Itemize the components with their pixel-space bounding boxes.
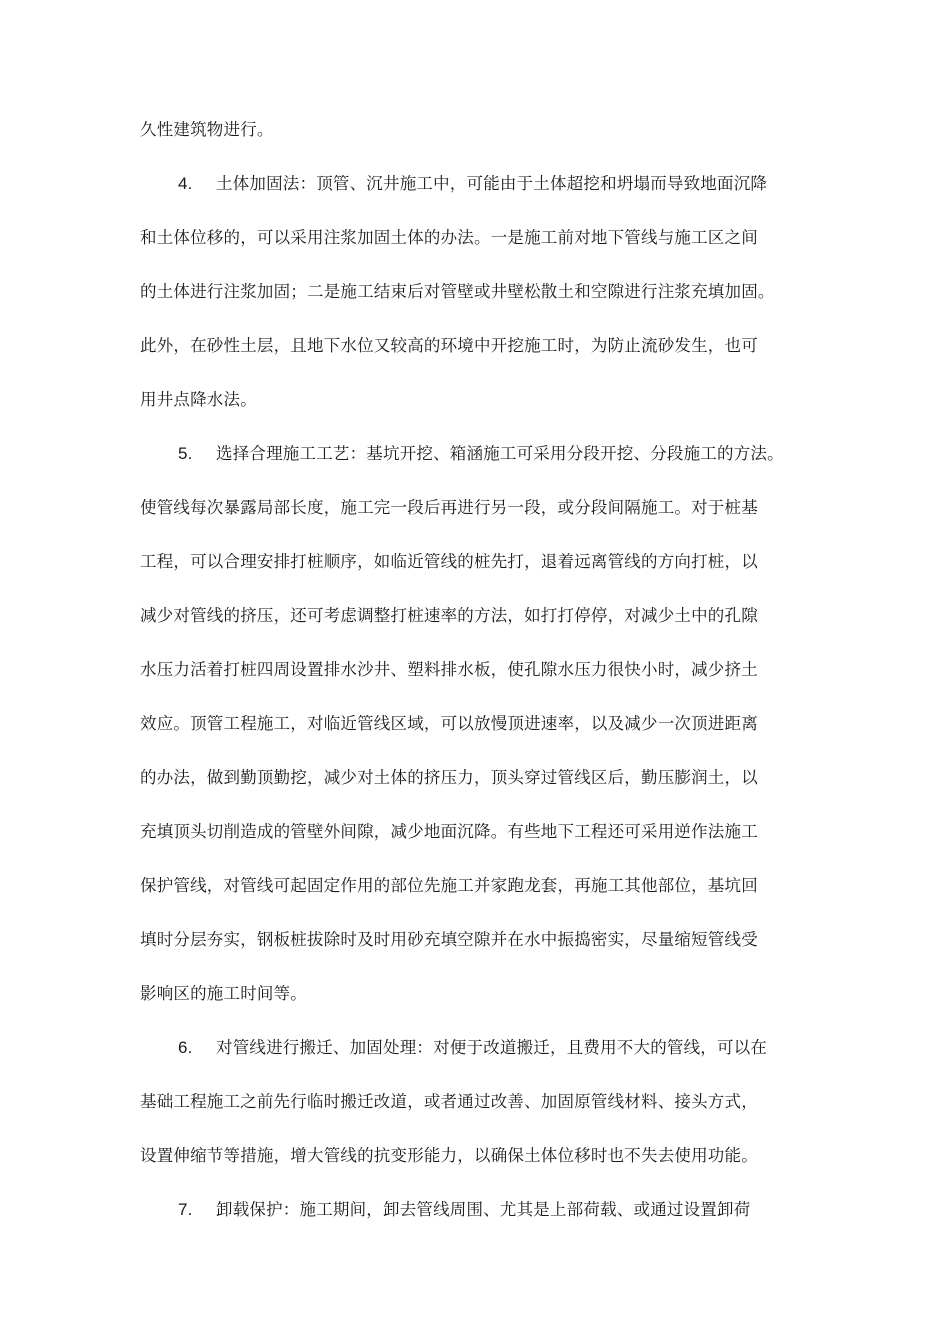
text-line: 久性建筑物进行。	[140, 120, 274, 139]
item-number: 5.	[178, 444, 193, 463]
text-line: 使管线每次暴露局部长度，施工完一段后再进行另一段，或分段间隔施工。对于桩基	[140, 498, 758, 517]
text-line: 水压力活着打桩四周设置排水沙井、塑料排水板，使孔隙水压力很快小时，减少挤土	[140, 660, 758, 679]
list-item-5	[178, 434, 858, 474]
text-line: 影响区的施工时间等。	[140, 984, 307, 1003]
text-line: 土体加固法：顶管、沉井施工中，可能由于土体超挖和坍塌而导致地面沉降	[216, 174, 768, 193]
text-line: 此外，在砂性土层，且地下水位又较高的环境中开挖施工时，为防止流砂发生，也可	[140, 336, 758, 355]
text-line: 的土体进行注浆加固；二是施工结束后对管壁或井壁松散土和空隙进行注浆充填加固。	[140, 282, 775, 301]
text-line: 减少对管线的挤压，还可考虑调整打桩速率的方法，如打打停停，对减少土中的孔隙	[140, 606, 758, 625]
text-line: 的办法，做到勤顶勤挖，减少对土体的挤压力，顶头穿过管线区后，勤压膨润土，以	[140, 768, 758, 787]
item-number: 7.	[178, 1200, 193, 1219]
text-line: 选择合理施工工艺：基坑开挖、箱涵施工可采用分段开挖、分段施工的方法。	[216, 444, 784, 463]
text-line: 工程，可以合理安排打桩顺序，如临近管线的桩先打，退着远离管线的方向打桩，以	[140, 552, 758, 571]
text-line: 保护管线，对管线可起固定作用的部位先施工并家跑龙套，再施工其他部位，基坑回	[140, 876, 758, 895]
text-line: 和土体位移的，可以采用注浆加固土体的办法。一是施工前对地下管线与施工区之间	[140, 228, 758, 247]
list-item-7	[178, 1190, 858, 1230]
list-item-4	[178, 164, 858, 204]
text-line: 用井点降水法。	[140, 390, 257, 409]
text-line: 基础工程施工之前先行临时搬迁改道，或者通过改善、加固原管线材料、接头方式，	[140, 1092, 758, 1111]
text-line: 卸载保护：施工期间，卸去管线周围、尤其是上部荷载、或通过设置卸荷	[216, 1200, 751, 1219]
text-line: 充填顶头切削造成的管壁外间隙，减少地面沉降。有些地下工程还可采用逆作法施工	[140, 822, 758, 841]
item-number: 4.	[178, 174, 193, 193]
text-line: 效应。顶管工程施工，对临近管线区域，可以放慢顶进速率，以及减少一次顶进距离	[140, 714, 758, 733]
text-line: 对管线进行搬迁、加固处理：对便于改道搬迁，且费用不大的管线，可以在	[216, 1038, 768, 1057]
text-line: 设置伸缩节等措施，增大管线的抗变形能力，以确保土体位移时也不失去使用功能。	[140, 1146, 758, 1165]
item-number: 6.	[178, 1038, 193, 1057]
text-line: 填时分层夯实，钢板桩拔除时及时用砂充填空隙并在水中振捣密实，尽量缩短管线受	[140, 930, 758, 949]
list-item-6	[178, 1028, 858, 1068]
